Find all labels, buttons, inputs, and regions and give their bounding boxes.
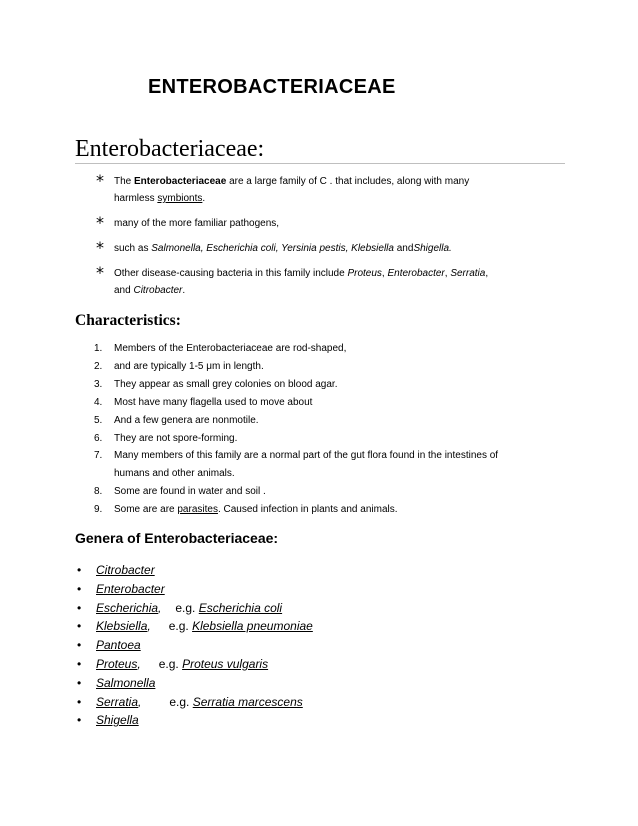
heading-divider [75, 163, 565, 164]
genera-list [77, 561, 557, 730]
species-link[interactable]: Klebsiella pneumoniae [192, 619, 313, 634]
text: . Caused infection in plants and animals. [217, 504, 398, 516]
genus-link[interactable]: Enterobacter [96, 581, 165, 596]
bold-term: Enterobacteriaceae [134, 176, 227, 187]
list-item [77, 561, 557, 580]
list-item [77, 655, 557, 674]
parasites-link[interactable]: parasites [177, 504, 218, 516]
item-number: 1. [94, 343, 103, 354]
intro-heading: Enterobacteriaceae: [75, 136, 265, 162]
text: such as [114, 243, 152, 254]
bullet-icon: • [77, 675, 82, 690]
list-item [77, 674, 557, 693]
text: many of the more familiar pathogens, [114, 218, 280, 229]
asterisk-bullet-icon: * [96, 263, 104, 282]
separator: , [158, 600, 162, 615]
text: The [114, 176, 135, 187]
text: Members of the Enterobacteriaceae are rod-shaped, [114, 343, 347, 354]
text: are a large family of C . that includes, along with many [226, 176, 470, 187]
text: , [485, 268, 489, 279]
text: Some are are [114, 504, 178, 516]
item-number: 9. [94, 504, 103, 516]
bullet-icon: • [77, 713, 82, 728]
item-number: 8. [94, 486, 103, 498]
characteristics-heading: Characteristics: [75, 312, 181, 329]
intro-list [96, 173, 566, 307]
bullet-icon: • [77, 563, 82, 577]
page-title: ENTEROBACTERIACEAE [148, 76, 396, 98]
text: and [114, 285, 134, 296]
text: and [393, 243, 414, 254]
genus-link[interactable]: Pantoea [96, 638, 141, 653]
text: They are not spore-forming. [114, 432, 238, 444]
text: Some are found in water and soil . [114, 486, 266, 498]
italic-term: Proteus [347, 268, 382, 279]
list-item [96, 215, 566, 232]
item-number: 7. [94, 450, 103, 462]
text: Other disease-causing bacteria in this family include [114, 268, 348, 279]
separator: , [137, 656, 141, 671]
text: harmless [114, 193, 158, 204]
genus-link[interactable]: Serratia [96, 694, 139, 709]
characteristics-list [94, 340, 574, 519]
list-item [77, 711, 557, 730]
bullet-icon: • [77, 600, 82, 615]
item-number: 4. [94, 396, 103, 408]
list-item [94, 447, 574, 483]
italic-term: Citrobacter [133, 285, 183, 296]
text: And a few genera are nonmotile. [114, 414, 259, 426]
text: . [182, 285, 186, 296]
list-item [94, 394, 574, 412]
italic-term: Salmonella, Escherichia coli, Yersinia pestis, Klebsiella [151, 243, 394, 254]
asterisk-bullet-icon: * [96, 238, 104, 257]
list-item [94, 340, 574, 358]
item-number: 5. [94, 414, 103, 426]
bullet-icon: • [77, 694, 82, 709]
list-item [94, 483, 574, 501]
species-link[interactable]: Proteus vulgaris [182, 656, 269, 671]
eg-label: e.g. [168, 619, 193, 634]
text: . [202, 193, 206, 204]
italic-term: Serratia [450, 268, 486, 279]
italic-term: Shigella. [413, 243, 452, 254]
species-link[interactable]: Serratia marcescens [192, 694, 303, 709]
text: humans and other animals. [114, 468, 235, 480]
list-item [96, 173, 566, 207]
asterisk-bullet-icon: * [96, 213, 104, 232]
genera-heading: Genera of Enterobacteriaceae: [75, 530, 279, 546]
bullet-icon: • [77, 656, 82, 671]
item-number: 6. [94, 432, 103, 444]
list-item [96, 240, 566, 257]
item-number: 2. [94, 360, 103, 372]
eg-label: e.g. [158, 656, 183, 671]
list-item [94, 376, 574, 394]
list-item [77, 580, 557, 599]
bullet-icon: • [77, 581, 82, 596]
eg-label: e.g. [175, 600, 199, 615]
list-item [77, 617, 557, 636]
text: Most have many flagella used to move about [114, 396, 313, 408]
species-link[interactable]: Escherichia coli [198, 600, 283, 615]
text: Many members of this family are a normal part of the gut flora found in the intestines of [114, 450, 499, 462]
bullet-icon: • [77, 638, 82, 653]
list-item [94, 501, 574, 519]
asterisk-bullet-icon: * [96, 171, 104, 190]
text: , [444, 268, 451, 279]
italic-term: Enterobacter [387, 268, 445, 279]
genus-link[interactable]: Escherichia [96, 600, 159, 615]
list-item [94, 412, 574, 430]
genus-link[interactable]: Shigella [96, 713, 139, 728]
text: They appear as small grey colonies on blood agar. [114, 378, 338, 390]
text: , [381, 268, 388, 279]
list-item [77, 599, 557, 618]
separator: , [138, 694, 142, 709]
list-item [77, 693, 557, 712]
separator: , [147, 619, 151, 634]
list-item [94, 430, 574, 448]
genus-link[interactable]: Klebsiella [96, 619, 148, 634]
list-item [77, 636, 557, 655]
item-number: 3. [94, 378, 103, 390]
bullet-icon: • [77, 619, 82, 634]
genus-link[interactable]: Salmonella [96, 675, 156, 690]
genus-link[interactable]: Proteus [96, 656, 138, 671]
text: and are typically 1-5 μm in length. [114, 360, 264, 372]
eg-label: e.g. [169, 694, 193, 709]
list-item [94, 358, 574, 376]
list-item [96, 265, 566, 299]
symbionts-link[interactable]: symbionts [157, 193, 203, 204]
genus-link[interactable]: Citrobacter [96, 563, 155, 577]
